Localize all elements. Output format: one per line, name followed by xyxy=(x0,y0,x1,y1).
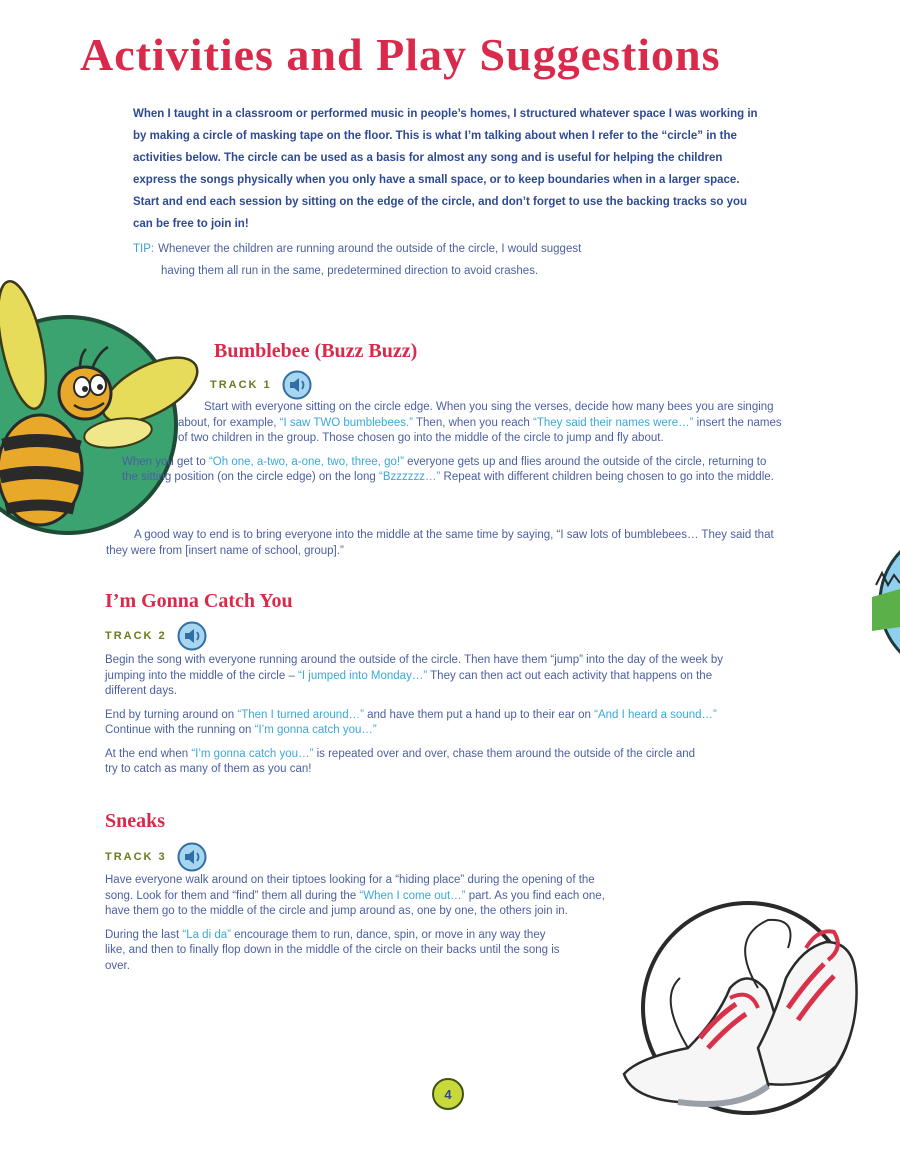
track-2-label: TRACK 2 xyxy=(105,630,167,642)
catch-paragraph-2: End by turning around on “Then I turned around…” and have them put a hand up to their ear on “And I heard a sound…” Continue with the running on “I’m gonna catch you…” xyxy=(105,708,717,736)
sneakers-illustration xyxy=(618,898,868,1120)
track-3-label: TRACK 3 xyxy=(105,851,167,863)
track-1-control[interactable] xyxy=(210,370,312,400)
track-2-control[interactable] xyxy=(105,621,207,651)
lyric-quote: “They said their names were…” xyxy=(533,416,694,429)
tip-line-1: Whenever the children are running around the outside of the circle, I would suggest xyxy=(158,243,582,255)
lyric-quote: “I jumped into Monday…” xyxy=(298,669,428,682)
bumblebee-paragraph-2: When you get to “Oh one, a-two, a-one, two, three, go!” everyone gets up and flies around the outside of the circle, returning to the sitting position (on the circle edge) on the long “Bzzzzzz…” Repeat with different children being chosen to go into the middle. xyxy=(122,455,774,483)
tip-label: TIP: xyxy=(133,243,155,255)
lyric-quote: “Oh one, a-two, a-one, two, three, go!” xyxy=(208,455,404,468)
lyric-quote: “Bzzzzzz…” xyxy=(379,471,441,483)
landscape-circle-illustration xyxy=(872,527,900,677)
page-number-badge: 4 xyxy=(432,1078,464,1110)
sneaks-instructions xyxy=(105,873,613,982)
bumblebee-paragraph-3: A good way to end is to bring everyone into the middle at the same time by saying, “I saw lots of bumblebees… They said that they were from [insert name of school, group].” xyxy=(106,529,774,557)
section-title-gonna-catch-you: I’m Gonna Catch You xyxy=(105,590,293,612)
section-title-bumblebee: Bumblebee (Buzz Buzz) xyxy=(214,340,418,362)
lyric-quote: “La di da” xyxy=(182,928,231,941)
catch-paragraph-3: At the end when “I’m gonna catch you…” is repeated over and over, chase them around the outside of the circle and try to catch as many of them as you can! xyxy=(105,747,696,775)
lyric-quote: “And I heard a sound…” xyxy=(594,708,717,721)
lyric-quote: “I saw TWO bumblebees.” xyxy=(279,416,414,429)
gonna-catch-you-instructions xyxy=(105,653,745,786)
track-1-label: TRACK 1 xyxy=(210,379,272,391)
section-title-sneaks: Sneaks xyxy=(105,810,166,832)
bumblebee-instructions xyxy=(122,400,783,494)
lyric-quote: “Then I turned around…” xyxy=(237,708,364,721)
catch-paragraph-1: Begin the song with everyone running around the outside of the circle. Then have them “jump” into the day of the week by jumping into the middle of the circle – “I jumped into Monday…” They can then act out each activity that happens on the different days. xyxy=(105,654,723,697)
bumblebee-illustration xyxy=(0,265,205,540)
intro-paragraph: When I taught in a classroom or performed music in people’s homes, I structured whatever space I was working in by making a circle of masking tape on the floor. This is what I’m talking about when I refer to the “circle” in the activities below. The circle can be used as a basis for almost any song and is useful for helping the children express the songs physically when you only have a small space, or to keep boundaries when in a larger space. Start and end each session by sitting on the edge of the circle, and don’t forget to use the backing tracks so you can be free to join in! xyxy=(133,108,758,230)
sneaks-paragraph-1: Have everyone walk around on their tiptoes looking for a “hiding place” during the opening of the song. Look for them and “find” them all during the “When I come out…” part. As you find each one, have them go to the middle of the circle and jump around as, one by one, the others join in. xyxy=(105,874,605,917)
bumblebee-closing xyxy=(106,528,786,567)
speaker-icon[interactable] xyxy=(177,621,207,651)
sneaks-paragraph-2: During the last “La di da” encourage them to run, dance, spin, or move in any way they like, and then to finally flop down in the middle of the circle on their backs until the song is over. xyxy=(105,928,560,972)
speaker-icon[interactable] xyxy=(282,370,312,400)
track-3-control[interactable] xyxy=(105,842,207,872)
tip-line-2: having them all run in the same, predetermined direction to avoid crashes. xyxy=(161,265,539,277)
lyric-quote: “When I come out…” xyxy=(359,889,466,902)
page-title: Activities and Play Suggestions xyxy=(80,29,721,80)
speaker-icon[interactable] xyxy=(177,842,207,872)
lyric-quote: “I’m gonna catch you…” xyxy=(191,747,314,760)
bumblebee-paragraph-1: Start with everyone sitting on the circle edge. When you sing the verses, decide how many bees you are singing about, for example, “I saw TWO bumblebees.” Then, when you reach “They said their names were…” insert the names of two children in the group. Those chosen go into the middle of the circle to jump and fly about. xyxy=(178,401,782,444)
lyric-quote: “I’m gonna catch you…” xyxy=(254,724,377,736)
tip-paragraph xyxy=(133,238,633,282)
